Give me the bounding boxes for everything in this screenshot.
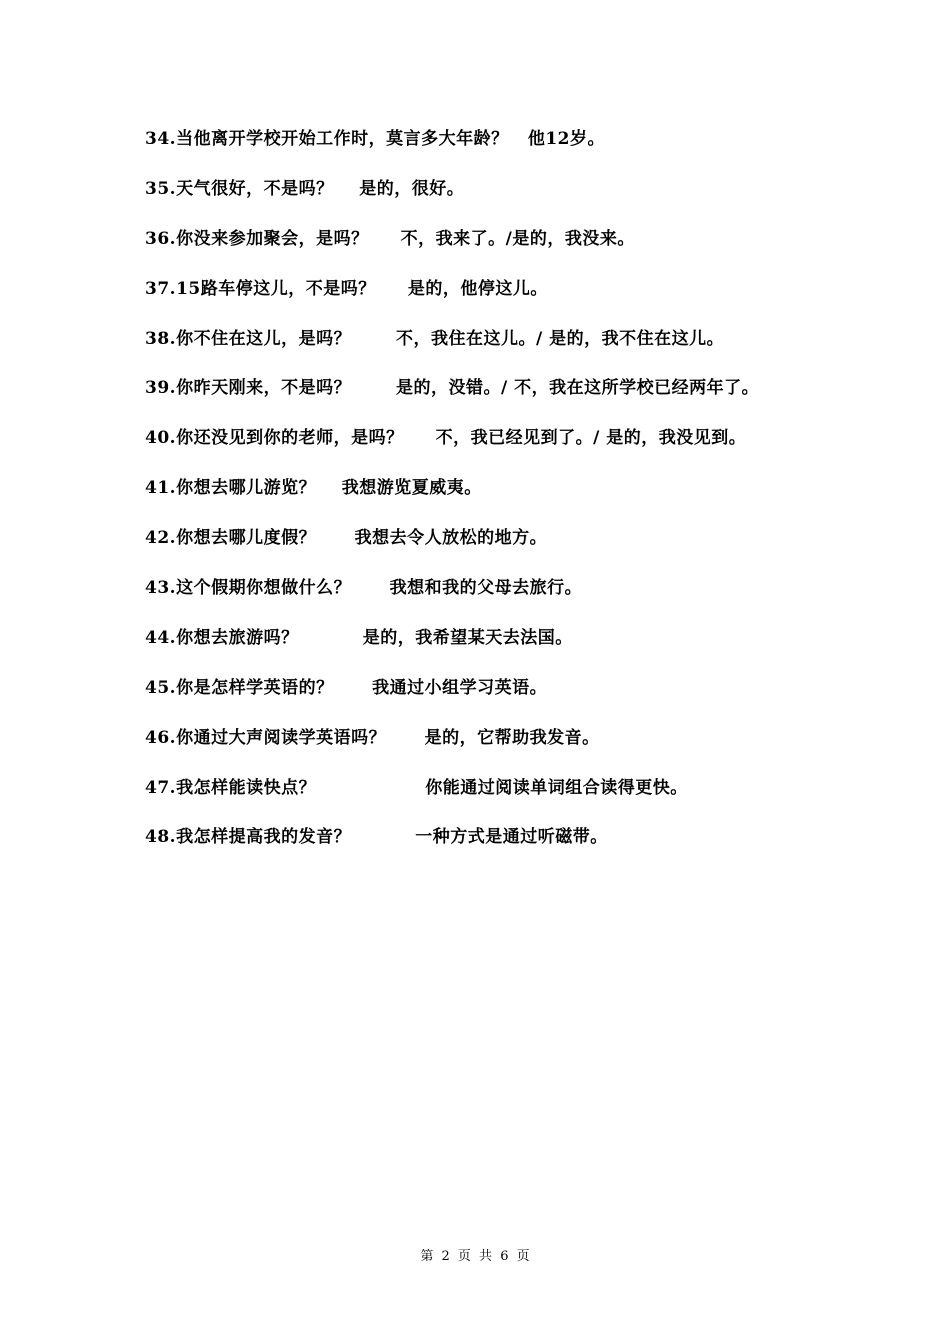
spacer bbox=[351, 329, 396, 349]
page-footer: 第 2 页 共 6 页 bbox=[420, 1249, 530, 1264]
spacer bbox=[316, 478, 342, 498]
spacer bbox=[509, 129, 528, 149]
question-text: 我怎样提高我的发音？ bbox=[176, 827, 352, 848]
answer-text: 你能通过阅读单词组合读得更快。 bbox=[425, 777, 688, 798]
question-text: 你是怎样学英语的？ bbox=[176, 677, 334, 698]
answer-text: 他12岁。 bbox=[527, 129, 606, 149]
item-number: 34. bbox=[145, 129, 177, 149]
spacer bbox=[404, 428, 436, 448]
spacer bbox=[386, 728, 425, 748]
qa-line bbox=[145, 623, 925, 673]
spacer bbox=[316, 778, 425, 798]
item-number: 47. bbox=[145, 777, 177, 798]
item-number: 42. bbox=[145, 528, 177, 549]
qa-line bbox=[145, 274, 925, 324]
question-text: 你还没见到你的老师，是吗？ bbox=[176, 428, 404, 449]
item-number: 37. bbox=[145, 278, 177, 299]
qa-line bbox=[145, 573, 925, 623]
spacer bbox=[334, 678, 373, 698]
answer-text: 不，我已经见到了。/ 是的，我没见到。 bbox=[435, 428, 747, 449]
answer-text: 一种方式是通过听磁带。 bbox=[415, 827, 608, 848]
item-number: 35. bbox=[145, 178, 177, 199]
item-number: 41. bbox=[145, 478, 177, 499]
item-number: 39. bbox=[145, 378, 177, 399]
answer-text: 我想和我的父母去旅行。 bbox=[389, 578, 583, 599]
qa-line bbox=[145, 124, 925, 174]
qa-line bbox=[145, 324, 925, 374]
answer-text: 我想游览夏威夷。 bbox=[341, 478, 482, 499]
item-number: 46. bbox=[145, 727, 177, 748]
spacer bbox=[351, 827, 415, 847]
question-text: 你通过大声阅读学英语吗？ bbox=[176, 727, 387, 748]
question-text: 我怎样能读快点？ bbox=[176, 777, 317, 798]
item-number: 40. bbox=[145, 428, 177, 449]
question-text: 你想去哪儿游览？ bbox=[176, 478, 317, 499]
spacer bbox=[351, 378, 396, 398]
question-text: 当他离开学校开始工作时，莫言多大年龄？ bbox=[176, 129, 509, 149]
question-text: 你没来参加聚会，是吗？ bbox=[176, 228, 369, 249]
question-text: 你昨天刚来，不是吗？ bbox=[176, 378, 352, 399]
qa-line bbox=[145, 174, 925, 224]
answer-text: 是的，很好。 bbox=[359, 178, 465, 199]
item-number: 48. bbox=[145, 827, 177, 848]
item-number: 38. bbox=[145, 328, 177, 349]
question-text: 15路车停这儿，不是吗？ bbox=[176, 278, 376, 299]
answer-text: 不，我来了。/是的，我没来。 bbox=[400, 228, 635, 249]
spacer bbox=[299, 628, 363, 648]
qa-line bbox=[145, 224, 925, 274]
answer-text: 是的，他停这儿。 bbox=[407, 278, 548, 299]
answer-text: 是的，我希望某天去法国。 bbox=[362, 627, 573, 648]
spacer bbox=[351, 578, 390, 598]
answer-text: 我通过小组学习英语。 bbox=[372, 677, 548, 698]
answer-text: 是的，它帮助我发音。 bbox=[424, 727, 600, 748]
qa-list bbox=[145, 124, 925, 872]
spacer bbox=[369, 229, 401, 249]
qa-line bbox=[145, 822, 925, 872]
item-number: 44. bbox=[145, 627, 177, 648]
question-text: 你想去哪儿度假？ bbox=[176, 528, 317, 549]
item-number: 36. bbox=[145, 228, 177, 249]
qa-line bbox=[145, 423, 925, 473]
qa-line bbox=[145, 723, 925, 773]
qa-line bbox=[145, 473, 925, 523]
spacer bbox=[334, 179, 360, 199]
question-text: 你想去旅游吗？ bbox=[176, 627, 299, 648]
answer-text: 是的，没错。/ 不，我在这所学校已经两年了。 bbox=[396, 378, 760, 399]
question-text: 天气很好，不是吗？ bbox=[176, 178, 334, 199]
question-text: 这个假期你想做什么？ bbox=[176, 578, 352, 599]
qa-line bbox=[145, 523, 925, 573]
item-number: 45. bbox=[145, 677, 177, 698]
spacer bbox=[316, 528, 355, 548]
qa-line bbox=[145, 673, 925, 723]
answer-text: 我想去令人放松的地方。 bbox=[354, 528, 548, 549]
qa-line bbox=[145, 773, 925, 823]
question-text: 你不住在这儿，是吗？ bbox=[176, 328, 352, 349]
item-number: 43. bbox=[145, 578, 177, 599]
qa-line bbox=[145, 373, 925, 423]
answer-text: 不，我住在这儿。/ 是的，我不住在这儿。 bbox=[396, 328, 725, 349]
spacer bbox=[376, 279, 408, 299]
